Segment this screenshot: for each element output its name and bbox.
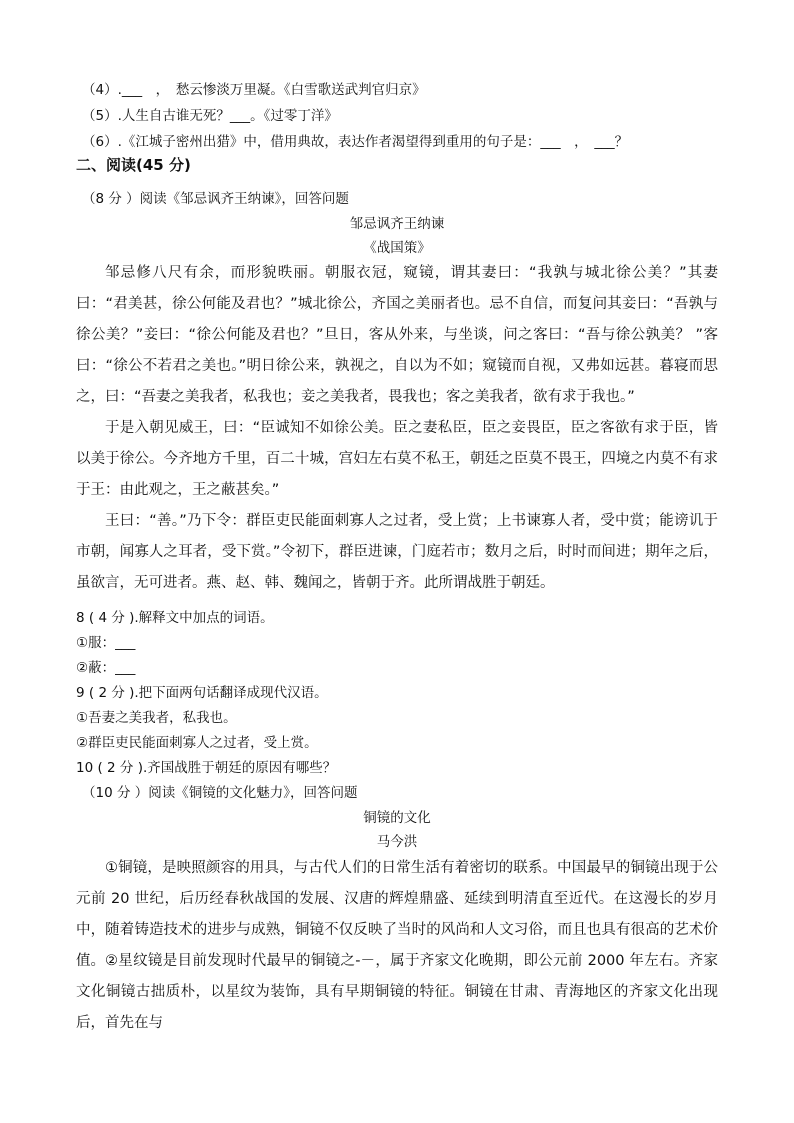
reading2-title: 铜镜的文化 <box>363 810 431 826</box>
reading2-intro: （10 分 ）阅读《铜镜的文化魅力》，回答问题 <box>82 785 358 801</box>
fill-item-5: （5）.人生自古谁无死？___。《过零丁洋》 <box>82 108 338 124</box>
reading1-title: 邹忌讽齐王纳谏 <box>349 216 445 232</box>
question-9-item-1: ①吾妻之美我者，私我也。 <box>76 710 237 726</box>
reading1-paragraph-2: 于是入朝见威王，曰：“臣诚知不如徐公美。臣之妻私臣，臣之妾畏臣，臣之客欲有求于臣，皆以美于徐公。今齐地方千里，百二十城，宫妇左右莫不私王，朝廷之臣莫不畏王，四境之内莫不有求于王：由此观之，王之蔽甚矣。” <box>76 420 718 498</box>
question-8-item-1: ①服：___ <box>76 635 136 651</box>
fill-item-6: （6）.《江城子密州出猎》中，借用典故，表达作者渴望得到重用的句子是：___ ， ___？ <box>82 134 629 150</box>
reading2-paragraph-1: ①铜镜，是映照颜容的用具，与古代人们的日常生活有着密切的联系。中国最早的铜镜出现于公元前 20 世纪，后历经春秋战国的发展、汉唐的辉煌鼎盛、延续到明清直至近代。在这漫长的岁月中，随着铸造技术的进步与成熟，铜镜不仅反映了当时的风尚和人文习俗，而且也具有很高的艺术价值。 <box>76 860 718 969</box>
reading1-paragraph-1: 邹忌修八尺有余，而形貌昳丽。朝服衣冠，窥镜，谓其妻曰：“我孰与城北徐公美？”其妻曰：“君美甚，徐公何能及君也？”城北徐公，齐国之美丽者也。忌不自信，而复问其妾曰：“吾孰与徐公美？”妾曰：“徐公何能及君也？”旦日，客从外来，与坐谈，问之客曰：“吾与徐公孰美？ ”客曰：“徐公不若君之美也。”明日徐公来，孰视之，自以为不如；窥镜而自视，又弗如远甚。暮寝而思之，曰：“吾妻之美我者，私我也；妾之美我者，畏我也；客之美我者，欲有求于我也。” <box>76 265 718 405</box>
question-10: 10 ( 2 分 ).齐国战胜于朝廷的原因有哪些？ <box>76 760 337 776</box>
reading2-author: 马今洪 <box>376 834 418 850</box>
question-9: 9 ( 2 分 ).把下面两句话翻译成现代汉语。 <box>76 685 328 701</box>
question-8: 8 ( 4 分 ).解释文中加点的词语。 <box>76 610 274 626</box>
fill-item-4: （4）.___ ， 愁云惨淡万里凝。《白雪歌送武判官归京》 <box>82 82 426 98</box>
question-8-item-2: ②蔽：___ <box>76 660 136 676</box>
reading1-paragraph-3: 王曰：“善。”乃下令：群臣吏民能面刺寡人之过者，受上赏；上书谏寡人者，受中赏；能谤讥于市朝，闻寡人之耳者，受下赏。”令初下，群臣进谏，门庭若市；数月之后，时时而间进；期年之后，虽欲言，无可进者。燕、赵、韩、魏闻之，皆朝于齐。此所谓战胜于朝廷。 <box>76 513 718 591</box>
reading1-source: 《战国策》 <box>363 240 431 256</box>
question-9-item-2: ②群臣吏民能面刺寡人之过者，受上赏。 <box>76 735 318 751</box>
section-heading: 二、阅读(45 分) <box>76 156 191 174</box>
reading2-paragraph-2: ②星纹镜是目前发现时代最早的铜镜之-－，属于齐家文化晚期，即公元前 2000 年左右。齐家文化铜镜古拙质朴，以星纹为装饰，具有早期铜镜的特征。铜镜在甘肃、青海地区的齐家文化出现后，首先在与 <box>76 953 718 1031</box>
reading1-intro: （8 分 ）阅读《邹忌讽齐王纳谏》，回答问题 <box>82 191 349 207</box>
